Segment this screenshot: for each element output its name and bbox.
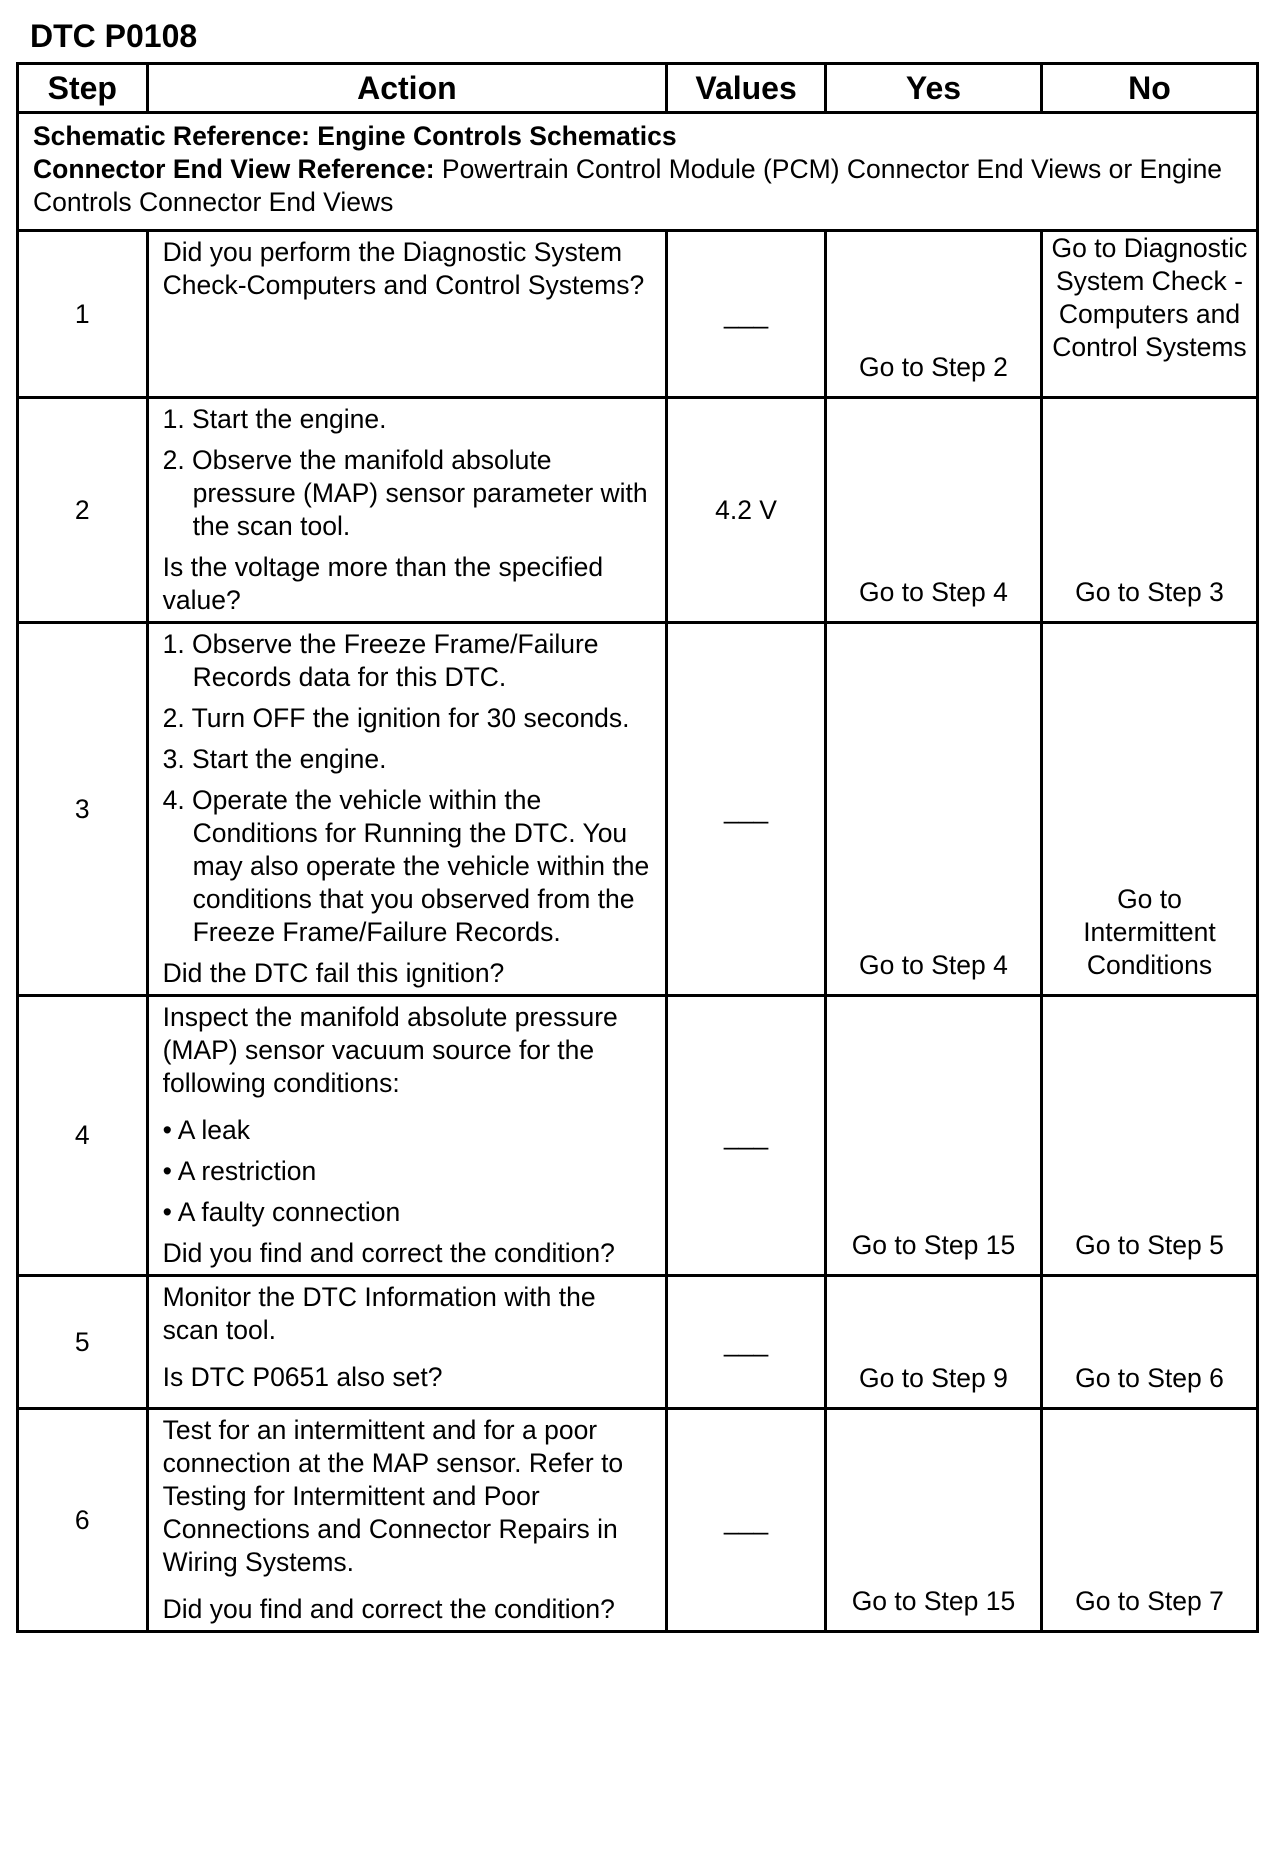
action-item: 1. Start the engine. — [162, 404, 387, 434]
no-cell: Go to Step 7 — [1041, 1409, 1257, 1632]
action-cell — [147, 623, 667, 996]
action-question: Did the DTC fail this ignition? — [162, 958, 505, 988]
header-step: Step — [18, 64, 148, 113]
table-row — [18, 398, 1258, 623]
action-question: Did you find and correct the condition? — [162, 1238, 615, 1268]
action-text: Test for an intermittent and for a poor connection at the MAP sensor. Refer to Testing for Intermittent and Poor Connections and Connector Repairs in Wiring Systems. — [162, 1415, 624, 1577]
no-cell: Go to Step 5 — [1041, 996, 1257, 1276]
action-question: Is the voltage more than the specified value? — [162, 552, 604, 615]
action-text: Did you perform the Diagnostic System Check-Computers and Control Systems? — [162, 237, 645, 300]
action-text: Inspect the manifold absolute pressure (MAP) sensor vacuum source for the following conditions: — [162, 1002, 618, 1098]
action-cell — [147, 231, 667, 398]
step-number: 6 — [18, 1409, 148, 1632]
header-no: No — [1041, 64, 1257, 113]
action-question: Is DTC P0651 also set? — [162, 1362, 443, 1392]
step-number: 2 — [18, 398, 148, 623]
yes-cell: Go to Step 15 — [825, 1409, 1041, 1632]
header-action: Action — [147, 64, 667, 113]
table-row — [18, 1276, 1258, 1409]
yes-cell: Go to Step 4 — [825, 623, 1041, 996]
diagnostic-table — [16, 62, 1259, 1633]
action-cell — [147, 1276, 667, 1409]
yes-cell: Go to Step 2 — [825, 231, 1041, 398]
action-item: 4. Operate the vehicle within the Conditions for Running the DTC. You may also operate the vehicle within the conditions that you observed from the Freeze Frame/Failure Records. — [162, 785, 650, 947]
action-question: Did you find and correct the condition? — [162, 1594, 615, 1624]
value-cell: ___ — [667, 623, 826, 996]
action-text: Monitor the DTC Information with the scan tool. — [162, 1282, 596, 1345]
reference-cell — [18, 113, 1258, 231]
step-number: 1 — [18, 231, 148, 398]
bullet-item: • A faulty connection — [162, 1197, 401, 1227]
value-cell: 4.2 V — [667, 398, 826, 623]
table-row — [18, 1409, 1258, 1632]
table-row — [18, 996, 1258, 1276]
bullet-item: • A leak — [162, 1115, 250, 1145]
action-item: 2. Turn OFF the ignition for 30 seconds. — [162, 703, 630, 733]
action-item: 1. Observe the Freeze Frame/Failure Records data for this DTC. — [162, 629, 599, 692]
no-cell: Go to Step 6 — [1041, 1276, 1257, 1409]
value-cell: ___ — [667, 1276, 826, 1409]
action-item: 2. Observe the manifold absolute pressure (MAP) sensor parameter with the scan tool. — [162, 445, 648, 541]
action-cell — [147, 1409, 667, 1632]
value-cell: ___ — [667, 1409, 826, 1632]
table-row — [18, 231, 1258, 398]
table-header-row — [18, 64, 1258, 113]
header-yes: Yes — [825, 64, 1041, 113]
yes-cell: Go to Step 4 — [825, 398, 1041, 623]
connector-reference-label: Connector End View Reference: — [33, 154, 435, 184]
action-cell — [147, 398, 667, 623]
yes-cell: Go to Step 9 — [825, 1276, 1041, 1409]
yes-cell: Go to Step 15 — [825, 996, 1041, 1276]
no-cell: Go to Step 3 — [1041, 398, 1257, 623]
schematic-reference: Schematic Reference: Engine Controls Schematics — [33, 121, 677, 151]
header-values: Values — [667, 64, 826, 113]
no-cell: Go to Intermittent Conditions — [1041, 623, 1257, 996]
page-title: DTC P0108 — [30, 18, 198, 54]
value-cell: ___ — [667, 231, 826, 398]
table-row — [18, 623, 1258, 996]
bullet-item: • A restriction — [162, 1156, 317, 1186]
action-item: 3. Start the engine. — [162, 744, 387, 774]
connector-reference-text: Powertrain Control Module (PCM) Connector End Views or Engine Controls Connector End Views — [33, 154, 1223, 217]
reference-row — [18, 113, 1258, 231]
step-number: 3 — [18, 623, 148, 996]
value-cell: ___ — [667, 996, 826, 1276]
step-number: 5 — [18, 1276, 148, 1409]
step-number: 4 — [18, 996, 148, 1276]
action-cell — [147, 996, 667, 1276]
no-cell: Go to Diagnostic System Check - Computers and Control Systems — [1041, 231, 1257, 398]
